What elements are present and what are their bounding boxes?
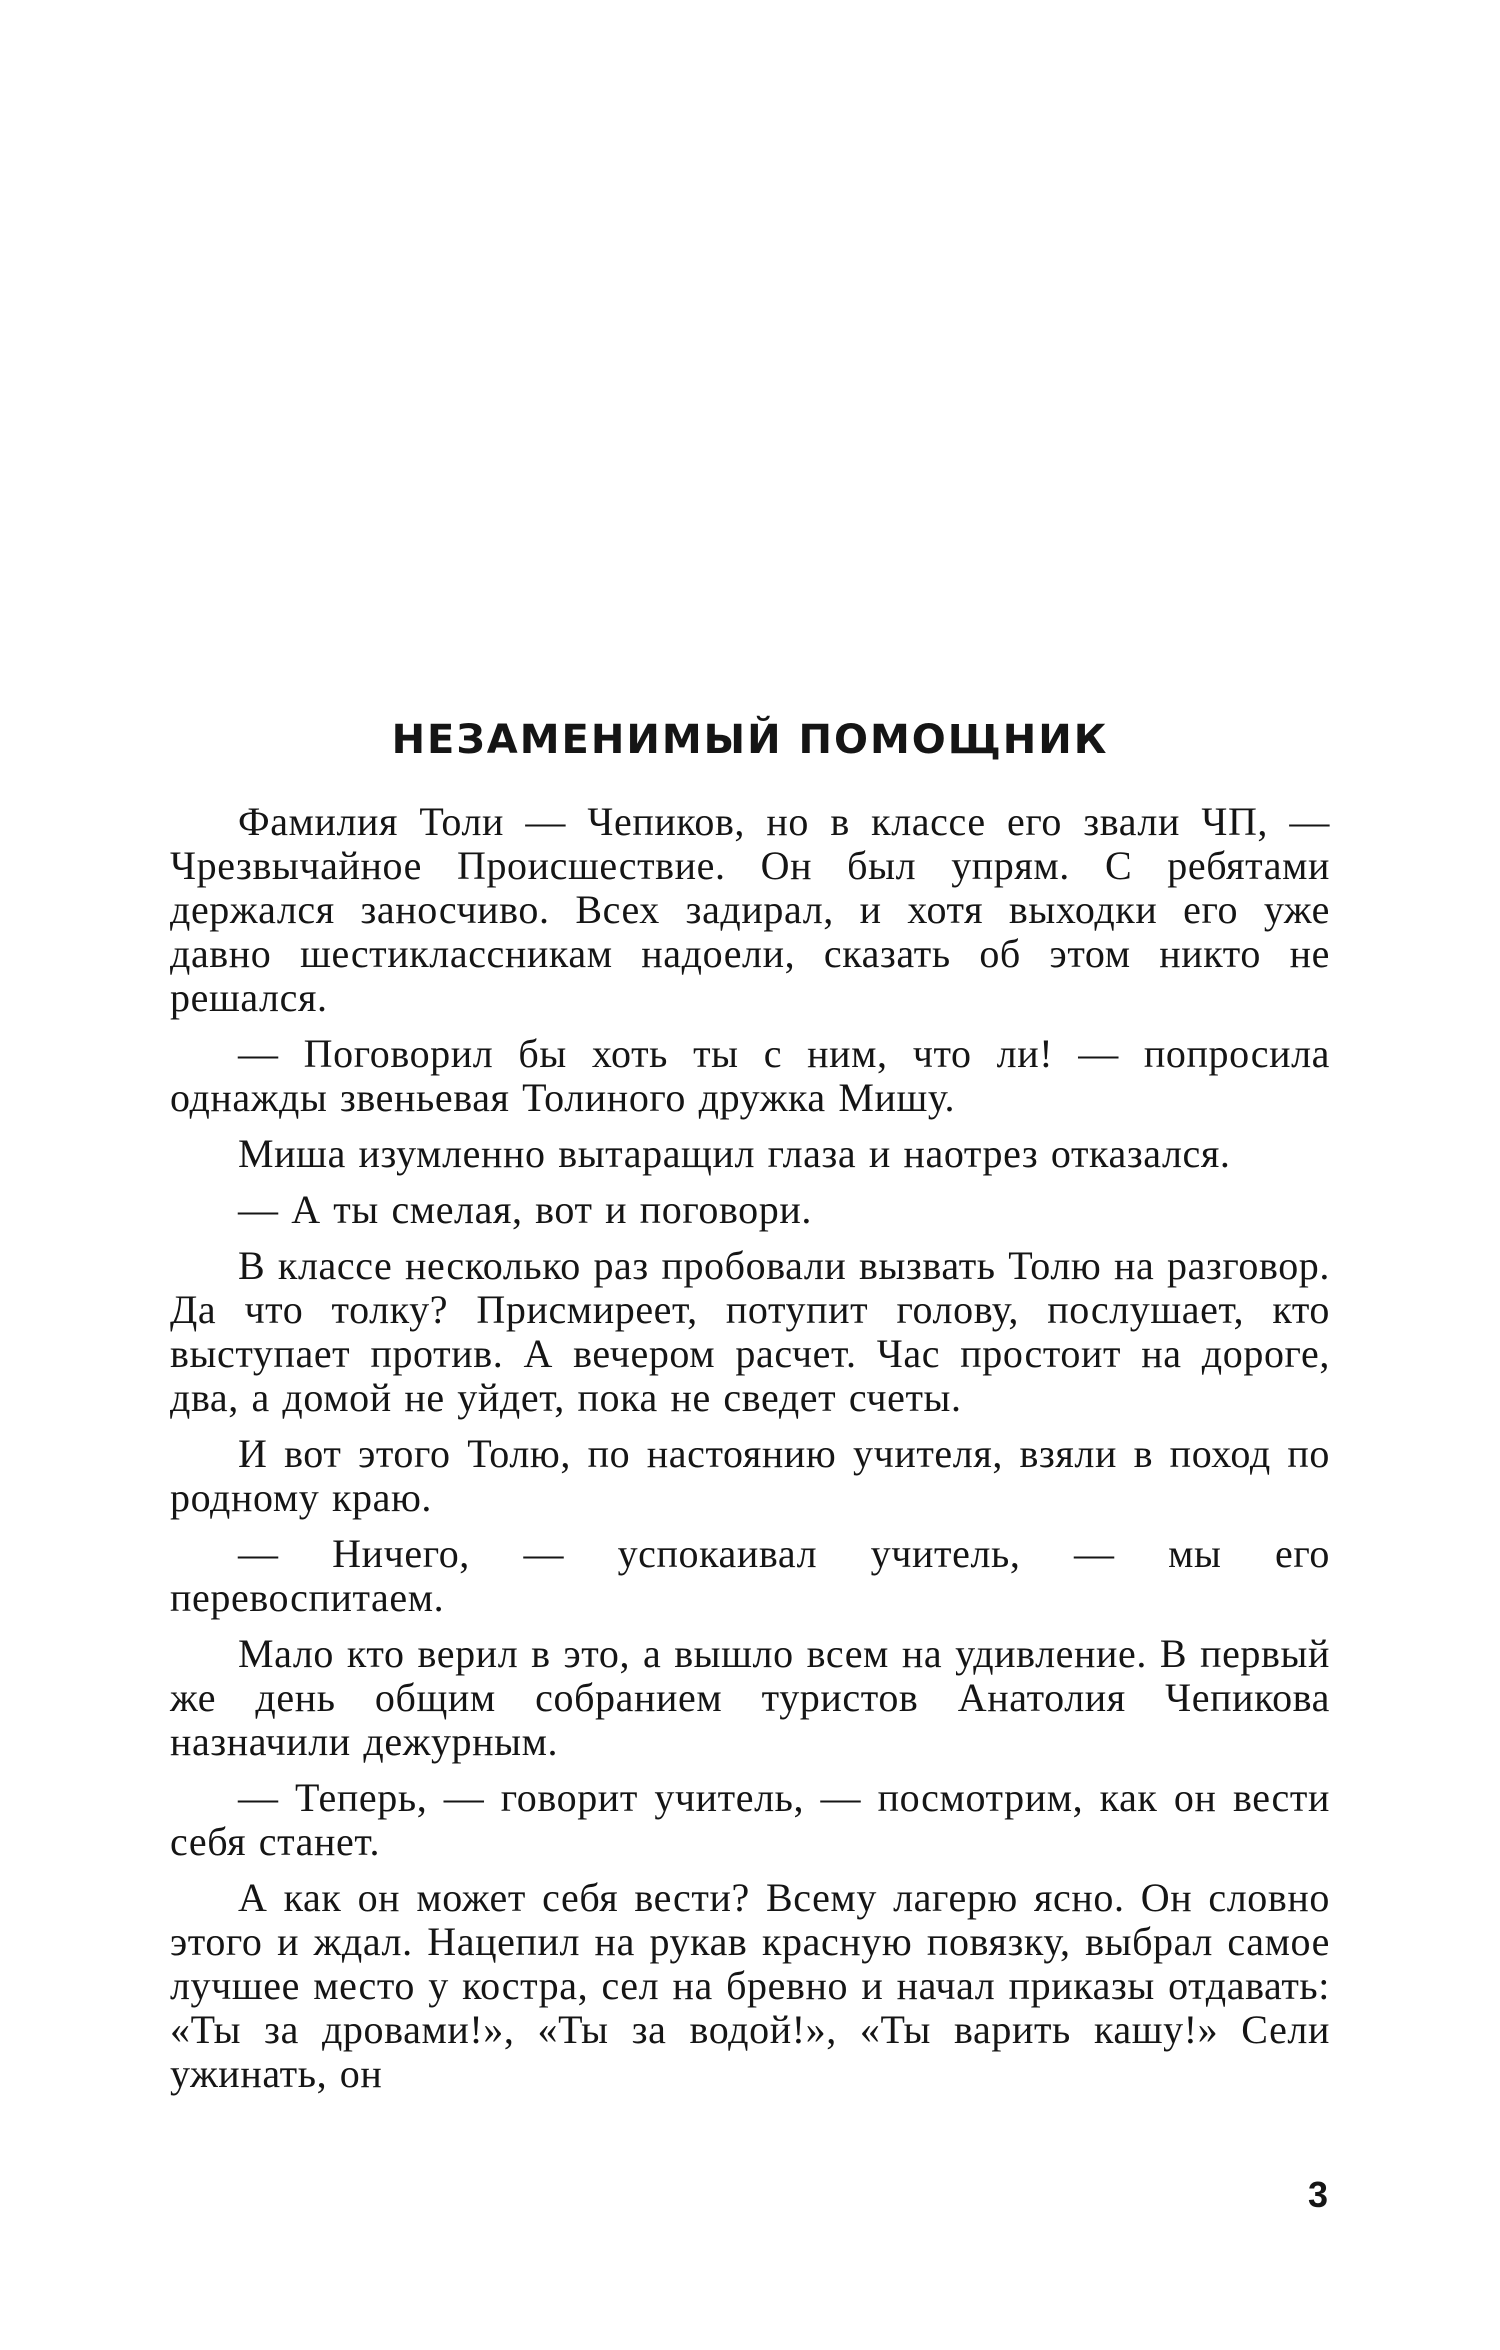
paragraph: Фамилия Толи — Чепиков, но в классе его звали ЧП, — Чрезвычайное Происшествие. Он был упрям. С ребятами держался заносчиво. Всех задирал, и хотя выходки его уже давно шестиклассникам надоели, сказать об этом никто не решался.: [170, 799, 1330, 1020]
body-text: [170, 800, 1330, 2108]
paragraph: В классе несколько раз пробовали вызвать Толю на разговор. Да что толку? Присмиреет, потупит голову, послушает, кто выступает против. А вечером расчет. Час простоит на дороге, два, а домой не уйдет, пока не сведет счеты.: [170, 1243, 1330, 1420]
paragraph: А как он может себя вести? Всему лагерю ясно. Он словно этого и ждал. Нацепил на рукав красную повязку, выбрал самое лучшее место у костра, сел на бревно и начал приказы отдавать: «Ты за дровами!», «Ты за водой!», «Ты варить кашу!» Сели ужинать, он: [170, 1875, 1330, 2096]
paragraph: — Теперь, — говорит учитель, — посмотрим, как он вести себя станет.: [170, 1775, 1330, 1864]
paragraph: — Ничего, — успокаивал учитель, — мы его перевоспитаем.: [170, 1531, 1330, 1620]
paragraph: И вот этого Толю, по настоянию учителя, взяли в поход по родному краю.: [170, 1431, 1330, 1520]
paragraph: — Поговорил бы хоть ты с ним, что ли! — попросила однажды звеньевая Толиного дружка Мишу.: [170, 1031, 1330, 1120]
paragraph: Миша изумленно вытаращил глаза и наотрез отказался.: [238, 1131, 1231, 1176]
page-number: 3: [1307, 2174, 1328, 2215]
paragraph: — А ты смелая, вот и поговори.: [238, 1187, 812, 1232]
paragraph: Мало кто верил в это, а вышло всем на удивление. В первый же день общим собранием туристов Анатолия Чепикова назначили дежурным.: [170, 1631, 1330, 1764]
chapter-title: НЕЗАМЕНИМЫЙ ПОМОЩНИК: [391, 717, 1109, 763]
